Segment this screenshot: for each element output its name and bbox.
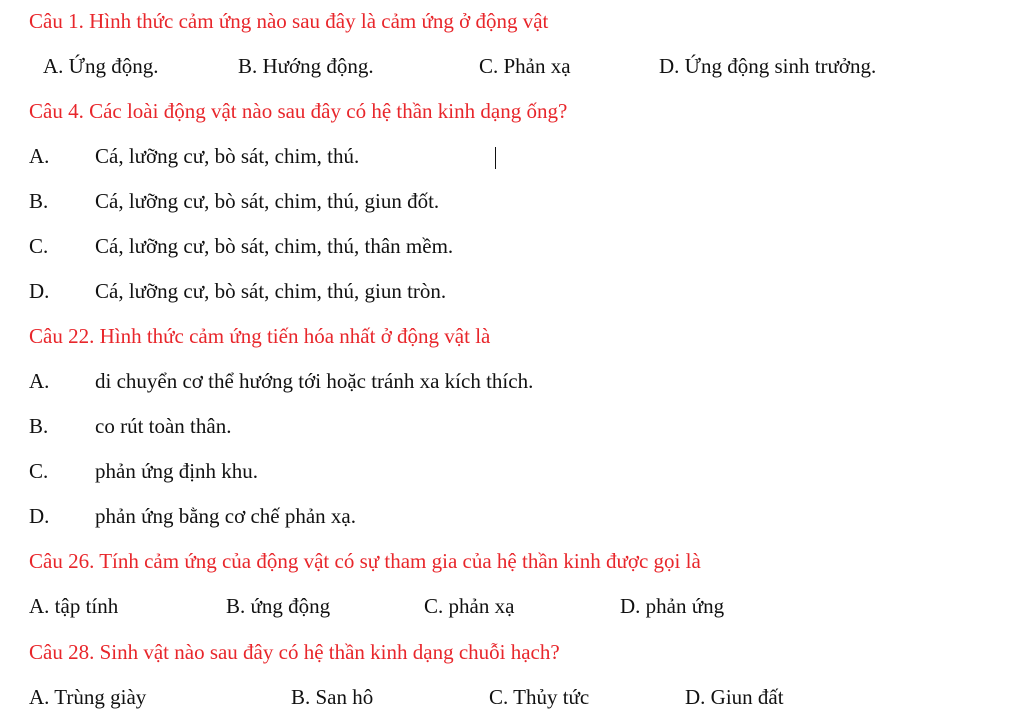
options-row <box>0 54 1024 84</box>
option-letter: A. <box>29 144 50 168</box>
question-title: Câu 1. Hình thức cảm ứng nào sau đây là cảm ứng ở động vật <box>29 9 549 33</box>
option-letter: B. <box>29 189 49 213</box>
question-title: Câu 4. Các loài động vật nào sau đây có hệ thần kinh dạng ống? <box>29 99 568 123</box>
option-text: phản ứng định khu. <box>95 459 259 483</box>
question-title: Câu 28. Sinh vật nào sau đây có hệ thần kinh dạng chuỗi hạch? <box>29 640 560 664</box>
option-text: A. Ứng động. <box>43 54 159 78</box>
option-text: B. San hô <box>291 685 374 709</box>
option-text: Cá, lưỡng cư, bò sát, chim, thú. <box>95 144 360 168</box>
option-letter: C. <box>29 234 49 258</box>
option-letter: B. <box>29 414 49 438</box>
option-letter: D. <box>29 504 50 528</box>
option-text: D. Giun đất <box>685 685 784 709</box>
question-title: Câu 26. Tính cảm ứng của động vật có sự tham gia của hệ thần kinh được gọi là <box>29 549 701 573</box>
options-row <box>0 594 1024 624</box>
option-text: A. Trùng giày <box>29 685 147 709</box>
option-text: A. tập tính <box>29 594 119 618</box>
option-text: Cá, lưỡng cư, bò sát, chim, thú, thân mềm. <box>95 234 454 258</box>
option-text: Cá, lưỡng cư, bò sát, chim, thú, giun đốt. <box>95 189 440 213</box>
option-text: D. phản ứng <box>620 594 725 618</box>
text-cursor <box>495 147 496 169</box>
option-text: phản ứng bằng cơ chế phản xạ. <box>95 504 356 528</box>
option-letter: C. <box>29 459 49 483</box>
option-text: C. Phản xạ <box>479 54 571 78</box>
option-letter: D. <box>29 279 50 303</box>
question-title: Câu 22. Hình thức cảm ứng tiến hóa nhất ở động vật là <box>29 324 491 348</box>
option-text: di chuyển cơ thể hướng tới hoặc tránh xa kích thích. <box>95 369 534 393</box>
option-text: B. Hướng động. <box>238 54 374 78</box>
option-text: C. Thủy tức <box>489 685 590 709</box>
option-text: co rút toàn thân. <box>95 414 232 438</box>
option-text: Cá, lưỡng cư, bò sát, chim, thú, giun tròn. <box>95 279 447 303</box>
option-text: B. ứng động <box>226 594 331 618</box>
option-text: C. phản xạ <box>424 594 515 618</box>
option-letter: A. <box>29 369 50 393</box>
option-text: D. Ứng động sinh trưởng. <box>659 54 877 78</box>
options-row <box>0 685 1024 715</box>
